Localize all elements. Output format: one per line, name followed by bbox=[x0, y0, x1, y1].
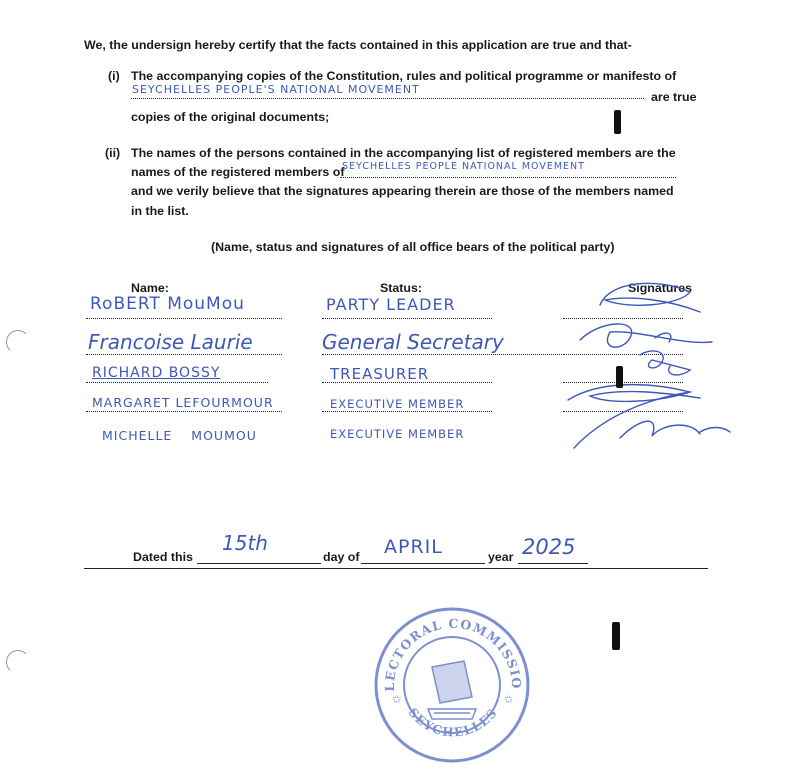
signature-4 bbox=[568, 385, 700, 402]
officers-caption: (Name, status and signatures of all office bears of the political party) bbox=[211, 240, 615, 254]
item-2-line2-prefix: names of the registered members of bbox=[131, 165, 345, 179]
officer-2-status: General Secretary bbox=[322, 330, 504, 354]
officer-4-name: MARGARET LEFOURMOUR bbox=[92, 395, 274, 410]
item-2-party-name: SEYCHELLES PEOPLE NATIONAL MOVEMENT bbox=[342, 161, 585, 172]
seal-top-text: ELECTORAL COMMISSION bbox=[365, 593, 525, 692]
item-1-line1: The accompanying copies of the Constitution, rules and political programme or manifesto of bbox=[131, 69, 677, 83]
header-name: Name: bbox=[131, 281, 169, 295]
dated-day-line bbox=[197, 563, 321, 564]
ink-mark-2 bbox=[616, 366, 623, 388]
dated-bottom-rule bbox=[84, 568, 708, 569]
officer-1-name: RoBERT MouMou bbox=[90, 294, 245, 314]
header-status: Status: bbox=[380, 281, 422, 295]
item-2-line4: in the list. bbox=[131, 204, 189, 218]
item-1-party-name: SEYCHELLES PEOPLE'S NATIONAL MOVEMENT bbox=[132, 83, 420, 96]
officer-5-name: MICHELLE MOUMOU bbox=[102, 428, 257, 443]
seal-bottom-text: SEYCHELLES bbox=[405, 705, 501, 740]
officer-5-status: EXECUTIVE MEMBER bbox=[330, 427, 465, 441]
dated-year: 2025 bbox=[522, 535, 576, 559]
seal-star-right: ✩ bbox=[504, 694, 514, 706]
electoral-commission-seal bbox=[365, 593, 532, 765]
dated-this-label: Dated this bbox=[133, 550, 193, 564]
signature-3 bbox=[640, 351, 690, 375]
dated-year-label: year bbox=[488, 550, 514, 564]
signature-5 bbox=[574, 392, 730, 448]
officer-4-status: EXECUTIVE MEMBER bbox=[330, 397, 465, 411]
ink-mark-1 bbox=[614, 110, 621, 134]
item-1-line3: copies of the original documents; bbox=[131, 110, 330, 124]
seal-emblem bbox=[428, 661, 476, 719]
certify-intro: We, the undersign hereby certify that the facts contained in this application are true and that- bbox=[84, 38, 632, 52]
item-2-number: (ii) bbox=[105, 146, 121, 160]
item-1-are-true: are true bbox=[651, 90, 697, 104]
officer-3-name: RICHARD BOSSY bbox=[92, 365, 221, 381]
item-1-number: (i) bbox=[108, 69, 120, 83]
item-2-line1: The names of the persons contained in the accompanying list of registered members are the bbox=[131, 146, 676, 160]
seal-star-left: ✩ bbox=[392, 694, 402, 706]
dated-dayof-label: day of bbox=[323, 550, 360, 564]
dated-day: 15th bbox=[222, 531, 268, 555]
dated-year-line bbox=[518, 563, 588, 564]
dated-month: APRIL bbox=[384, 536, 443, 558]
ink-mark-3 bbox=[612, 622, 620, 650]
officer-1-status: PARTY LEADER bbox=[326, 295, 456, 314]
officer-2-name: Francoise Laurie bbox=[88, 330, 253, 354]
officer-3-status: TREASURER bbox=[330, 365, 430, 383]
item-2-line3: and we verily believe that the signatures appearing therein are those of the members named bbox=[131, 184, 674, 198]
signature-2 bbox=[580, 324, 712, 347]
signature-1 bbox=[600, 283, 700, 312]
header-signatures: Signatures bbox=[628, 281, 693, 295]
dated-month-line bbox=[361, 563, 485, 564]
